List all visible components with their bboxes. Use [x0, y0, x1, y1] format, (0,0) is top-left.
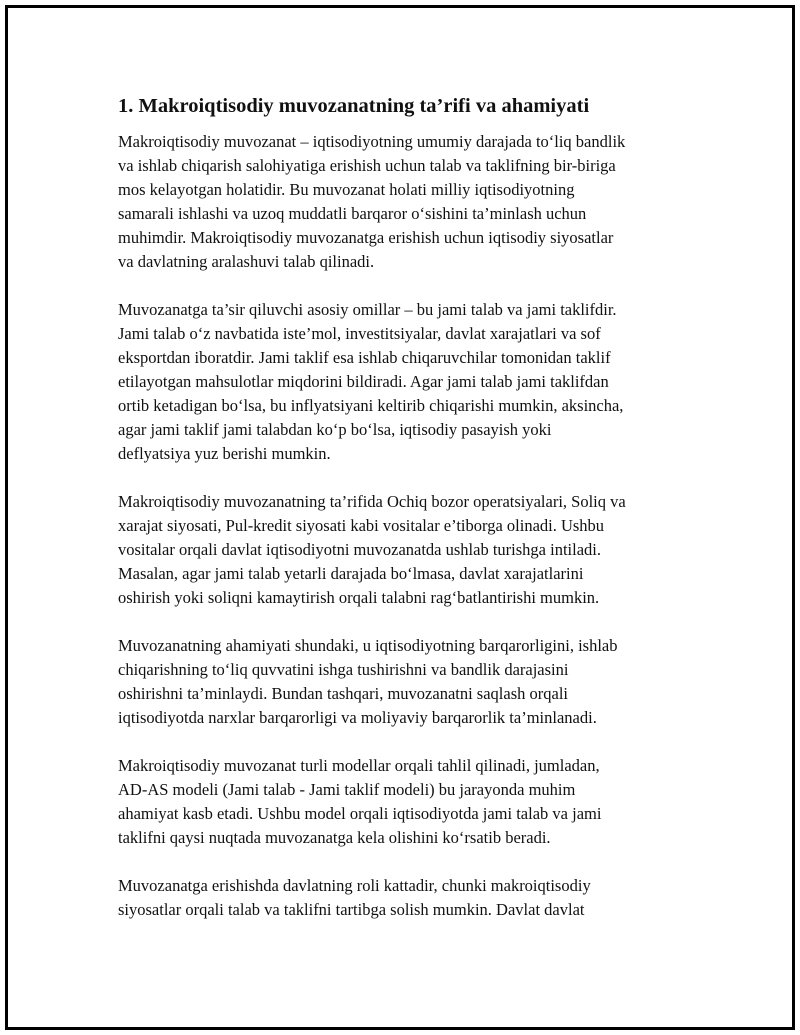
text-line: mos kelayotgan holatidir. Bu muvozanat holati milliy iqtisodiyotning — [118, 180, 575, 199]
text-line: AD-AS modeli (Jami talab - Jami taklif modeli) bu jarayonda muhim — [118, 780, 576, 799]
paragraph-factors — [118, 298, 690, 466]
text-line: oshirishni ta’minlaydi. Bundan tashqari, muvozanatni saqlash orqali — [118, 684, 568, 703]
text-line: Makroiqtisodiy muvozanat – iqtisodiyotning umumiy darajada to‘liq bandlik — [118, 132, 626, 151]
document-body — [118, 92, 690, 946]
text-line: eksportdan iboratdir. Jami taklif esa ishlab chiqaruvchilar tomonidan taklif — [118, 348, 611, 367]
text-line: taklifni qaysi nuqtada muvozanatga kela olishini ko‘rsatib beradi. — [118, 828, 551, 847]
paragraph-policy-tools — [118, 490, 690, 610]
text-line: oshirish yoki soliqni kamaytirish orqali talabni rag‘batlantirishi mumkin. — [118, 588, 600, 607]
text-line: samarali ishlashi va uzoq muddatli barqaror o‘sishini ta’minlash uchun — [118, 204, 587, 223]
text-line: Makroiqtisodiy muvozanatning ta’rifida Ochiq bozor operatsiyalari, Soliq va — [118, 492, 626, 511]
text-line: Masalan, agar jami talab yetarli darajada bo‘lmasa, davlat xarajatlarini — [118, 564, 584, 583]
text-line: Makroiqtisodiy muvozanat turli modellar orqali tahlil qilinadi, jumladan, — [118, 756, 600, 775]
text-line: va davlatning aralashuvi talab qilinadi. — [118, 252, 375, 271]
paragraph-models — [118, 754, 690, 850]
text-line: siyosatlar orqali talab va taklifni tartibga solish mumkin. Davlat davlat — [118, 900, 585, 919]
paragraph-definition — [118, 130, 690, 274]
text-line: ahamiyat kasb etadi. Ushbu model orqali iqtisodiyotda jami talab va jami — [118, 804, 602, 823]
text-line: vositalar orqali davlat iqtisodiyotni muvozanatda ushlab turishga intiladi. — [118, 540, 601, 559]
text-line: muhimdir. Makroiqtisodiy muvozanatga erishish uchun iqtisodiy siyosatlar — [118, 228, 614, 247]
text-line: etilayotgan mahsulotlar miqdorini bildiradi. Agar jami talab jami taklifdan — [118, 372, 609, 391]
text-line: deflyatsiya yuz berishi mumkin. — [118, 444, 331, 463]
text-line: Muvozanatga ta’sir qiluvchi asosiy omillar – bu jami talab va jami taklifdir. — [118, 300, 617, 319]
text-line: va ishlab chiqarish salohiyatiga erishish uchun talab va taklifning bir-biriga — [118, 156, 616, 175]
text-line: Muvozanatning ahamiyati shundaki, u iqtisodiyotning barqarorligini, ishlab — [118, 636, 618, 655]
text-line: ortib ketadigan bo‘lsa, bu inflyatsiyani keltirib chiqarishi mumkin, aksincha, — [118, 396, 624, 415]
section-heading: 1. Makroiqtisodiy muvozanatning ta’rifi va ahamiyati — [118, 95, 590, 117]
text-line: agar jami taklif jami talabdan ko‘p bo‘lsa, iqtisodiy pasayish yoki — [118, 420, 552, 439]
text-line: Muvozanatga erishishda davlatning roli kattadir, chunki makroiqtisodiy — [118, 876, 591, 895]
text-line: xarajat siyosati, Pul-kredit siyosati kabi vositalar e’tiborga olinadi. Ushbu — [118, 516, 605, 535]
paragraph-importance — [118, 634, 690, 730]
text-line: Jami talab o‘z navbatida iste’mol, investitsiyalar, davlat xarajatlari va sof — [118, 324, 601, 343]
text-line: iqtisodiyotda narxlar barqarorligi va moliyaviy barqarorlik ta’minlanadi. — [118, 708, 597, 727]
text-line: chiqarishning to‘liq quvvatini ishga tushirishni va bandlik darajasini — [118, 660, 569, 679]
paragraph-state-role — [118, 874, 690, 922]
